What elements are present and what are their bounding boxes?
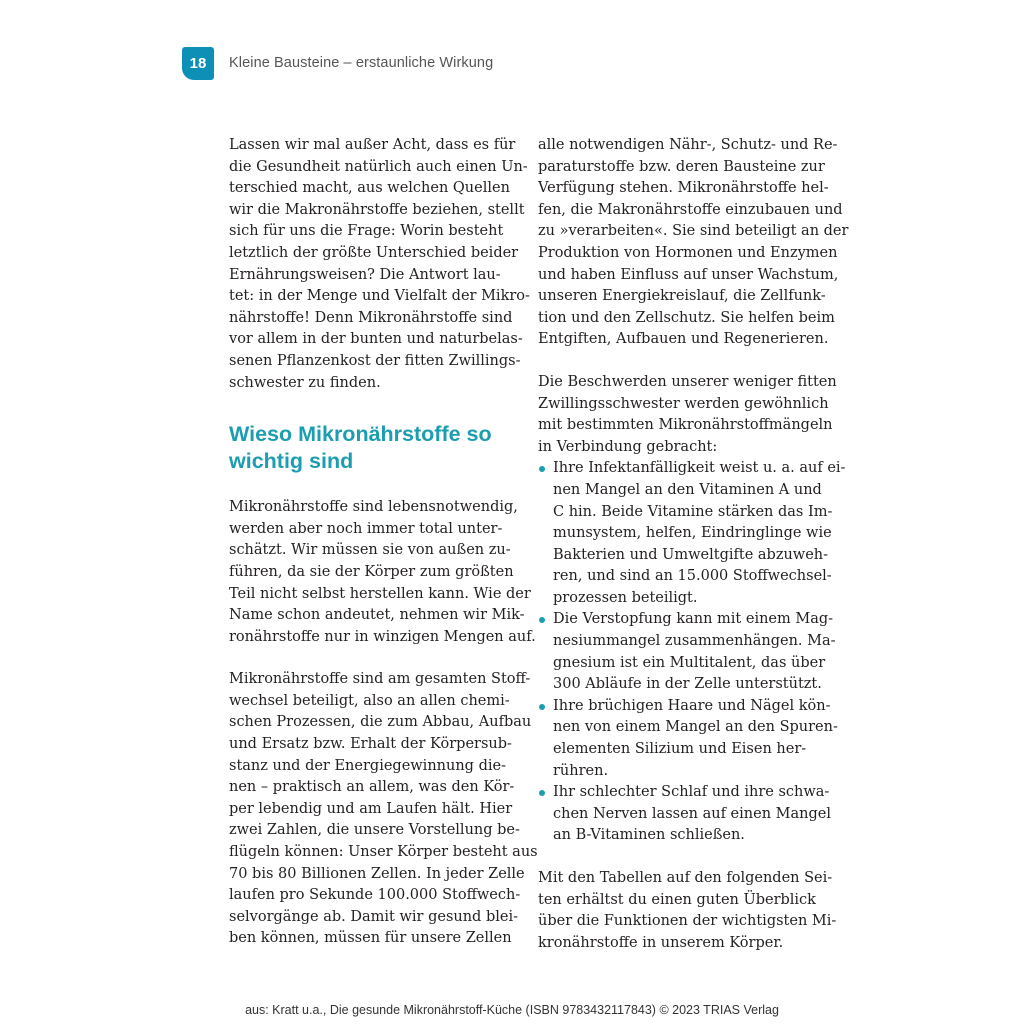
text-line: prozessen beteiligt. — [553, 589, 698, 606]
text-line: terschied macht, aus welchen Quellen — [229, 180, 510, 197]
text-line: chen Nerven lassen auf einen Mangel — [553, 805, 831, 822]
text-line: Entgiften, Aufbauen und Regenerieren. — [538, 331, 829, 348]
text-line: 70 bis 80 Billionen Zellen. In jeder Zelle — [229, 865, 525, 882]
heading-line: wichtig sind — [229, 449, 354, 474]
text-line: tet: in der Menge und Vielfalt der Mikro- — [229, 288, 530, 305]
text-line: Mit den Tabellen auf den folgenden Sei- — [538, 870, 833, 886]
list-item — [538, 696, 838, 782]
text-line: in Verbindung gebracht: — [538, 438, 718, 455]
text-line: Die Verstopfung kann mit einem Mag- — [553, 611, 834, 628]
paragraph-complaints — [538, 372, 837, 458]
text-line: die Gesundheit natürlich auch einen Un- — [229, 158, 528, 175]
text-line: munsystem, helfen, Eindringlinge wie — [553, 525, 832, 542]
text-line: ben können, müssen für unsere Zellen — [229, 930, 512, 947]
text-line: C hin. Beide Vitamine stärken das Im- — [553, 503, 833, 520]
text-line: elementen Silizium und Eisen her- — [553, 741, 807, 758]
text-line: ten erhältst du einen guten Überblick — [538, 891, 816, 908]
text-line: alle notwendigen Nähr-, Schutz- und Re- — [538, 137, 838, 153]
list-item — [538, 609, 836, 695]
text-line: nesiummangel zusammenhängen. Ma- — [553, 633, 836, 650]
text-line: schwester zu finden. — [229, 374, 381, 391]
text-line: nährstoffe! Denn Mikronährstoffe sind — [229, 309, 513, 326]
text-line: Zwillingsschwester werden gewöhnlich — [538, 395, 829, 412]
right-column — [538, 135, 849, 954]
text-line: letztlich der größte Unterschied beider — [229, 244, 519, 261]
text-line: Mikronährstoffe sind am gesamten Stoff- — [229, 671, 531, 688]
text-line: Ihre brüchigen Haare und Nägel kön- — [553, 697, 831, 714]
text-line: Bakterien und Umweltgifte abzuweh- — [553, 546, 829, 563]
text-line: Ihr schlechter Schlaf und ihre schwa- — [553, 784, 830, 801]
running-head: Kleine Bausteine – erstaunliche Wirkung — [229, 55, 494, 71]
text-line: an B-Vitaminen schließen. — [553, 827, 745, 844]
text-line: nen Mangel an den Vitaminen A und — [553, 481, 822, 498]
text-line: Produktion von Hormonen und Enzymen — [538, 244, 838, 261]
text-line: gnesium ist ein Multitalent, das über — [553, 654, 826, 671]
text-line: zu »verarbeiten«. Sie sind beteiligt an der — [538, 223, 849, 240]
text-line: zwei Zahlen, die unsere Vorstellung be- — [229, 822, 520, 839]
paragraph-intro — [229, 135, 530, 394]
text-line: werden aber noch immer total unter- — [229, 520, 503, 537]
text-line: senen Pflanzenkost der fitten Zwillings- — [229, 352, 521, 369]
text-line: schen Prozessen, die zum Abbau, Aufbau — [229, 714, 532, 731]
text-line: stanz und der Energiegewinnung die- — [229, 757, 506, 774]
text-line: paraturstoffe bzw. deren Bausteine zur — [538, 158, 825, 175]
text-line: laufen pro Sekunde 100.000 Stoffwech- — [229, 887, 521, 904]
text-line: unseren Energiekreislauf, die Zellfunk- — [538, 288, 826, 305]
text-line: Lassen wir mal außer Acht, dass es für — [229, 137, 516, 153]
text-line: fen, die Makronährstoffe einzubauen und — [538, 201, 843, 218]
text-line: nen – praktisch an allem, was den Kör- — [229, 779, 515, 796]
text-line: Die Beschwerden unserer weniger fitten — [538, 373, 837, 390]
text-line: schätzt. Wir müssen sie von außen zu- — [229, 542, 511, 559]
list-item — [538, 782, 831, 847]
text-line: selvorgänge ab. Damit wir gesund blei- — [229, 908, 518, 925]
text-line: flügeln können: Unser Körper besteht aus — [229, 844, 538, 861]
text-line: Teil nicht selbst herstellen kann. Wie der — [229, 585, 531, 602]
text-line: führen, da sie der Körper zum größten — [229, 563, 514, 580]
text-line: kronährstoffe in unserem Körper. — [538, 934, 784, 951]
heading-line: Wieso Mikronährstoffe so — [229, 422, 492, 447]
text-line: mit bestimmten Mikronährstoffmängeln — [538, 417, 833, 434]
text-line: Verfügung stehen. Mikronährstoffe hel- — [538, 180, 829, 197]
text-line: ronährstoffe nur in winzigen Mengen auf. — [229, 628, 536, 645]
paragraph-continuation — [538, 135, 849, 351]
text-line: Ihre Infektanfälligkeit weist u. a. auf ei- — [553, 460, 846, 477]
text-line: wir die Makronährstoffe beziehen, stellt — [229, 201, 525, 218]
text-line: vor allem in der bunten und naturbelas- — [229, 331, 523, 348]
text-line: nen von einem Mangel an den Spuren- — [553, 719, 838, 736]
footer-citation: aus: Kratt u.a., Die gesunde Mikronährstoff-Küche (ISBN 9783432117843) © 2023 TRIAS Verlag — [245, 1003, 779, 1017]
paragraph-metabolism — [229, 669, 538, 950]
text-line: rühren. — [553, 762, 609, 779]
paragraph-tables-intro — [538, 868, 837, 954]
text-line: ren, und sind an 15.000 Stoffwechsel- — [553, 568, 832, 585]
text-line: 300 Abläufe in der Zelle unterstützt. — [553, 676, 822, 693]
text-line: Ernährungsweisen? Die Antwort lau- — [229, 266, 501, 283]
paragraph-micronutrients-essential — [229, 497, 536, 648]
text-line: über die Funktionen der wichtigsten Mi- — [538, 913, 837, 930]
left-column — [229, 135, 538, 950]
text-line: per lebendig und am Laufen hält. Hier — [229, 800, 513, 817]
text-line: sich für uns die Frage: Worin besteht — [229, 223, 504, 240]
list-item — [538, 458, 846, 609]
page-number: 18 — [182, 47, 214, 80]
text-line: und haben Einfluss auf unser Wachstum, — [538, 266, 839, 283]
text-line: wechsel beteiligt, also an allen chemi- — [229, 692, 510, 709]
text-line: Name schon andeutet, nehmen wir Mik- — [229, 607, 525, 624]
deficiency-list — [538, 458, 846, 847]
text-line: Mikronährstoffe sind lebensnotwendig, — [229, 499, 518, 516]
text-line: und Ersatz bzw. Erhalt der Körpersub- — [229, 736, 512, 753]
section-heading — [229, 421, 519, 475]
text-line: tion und den Zellschutz. Sie helfen beim — [538, 309, 835, 326]
